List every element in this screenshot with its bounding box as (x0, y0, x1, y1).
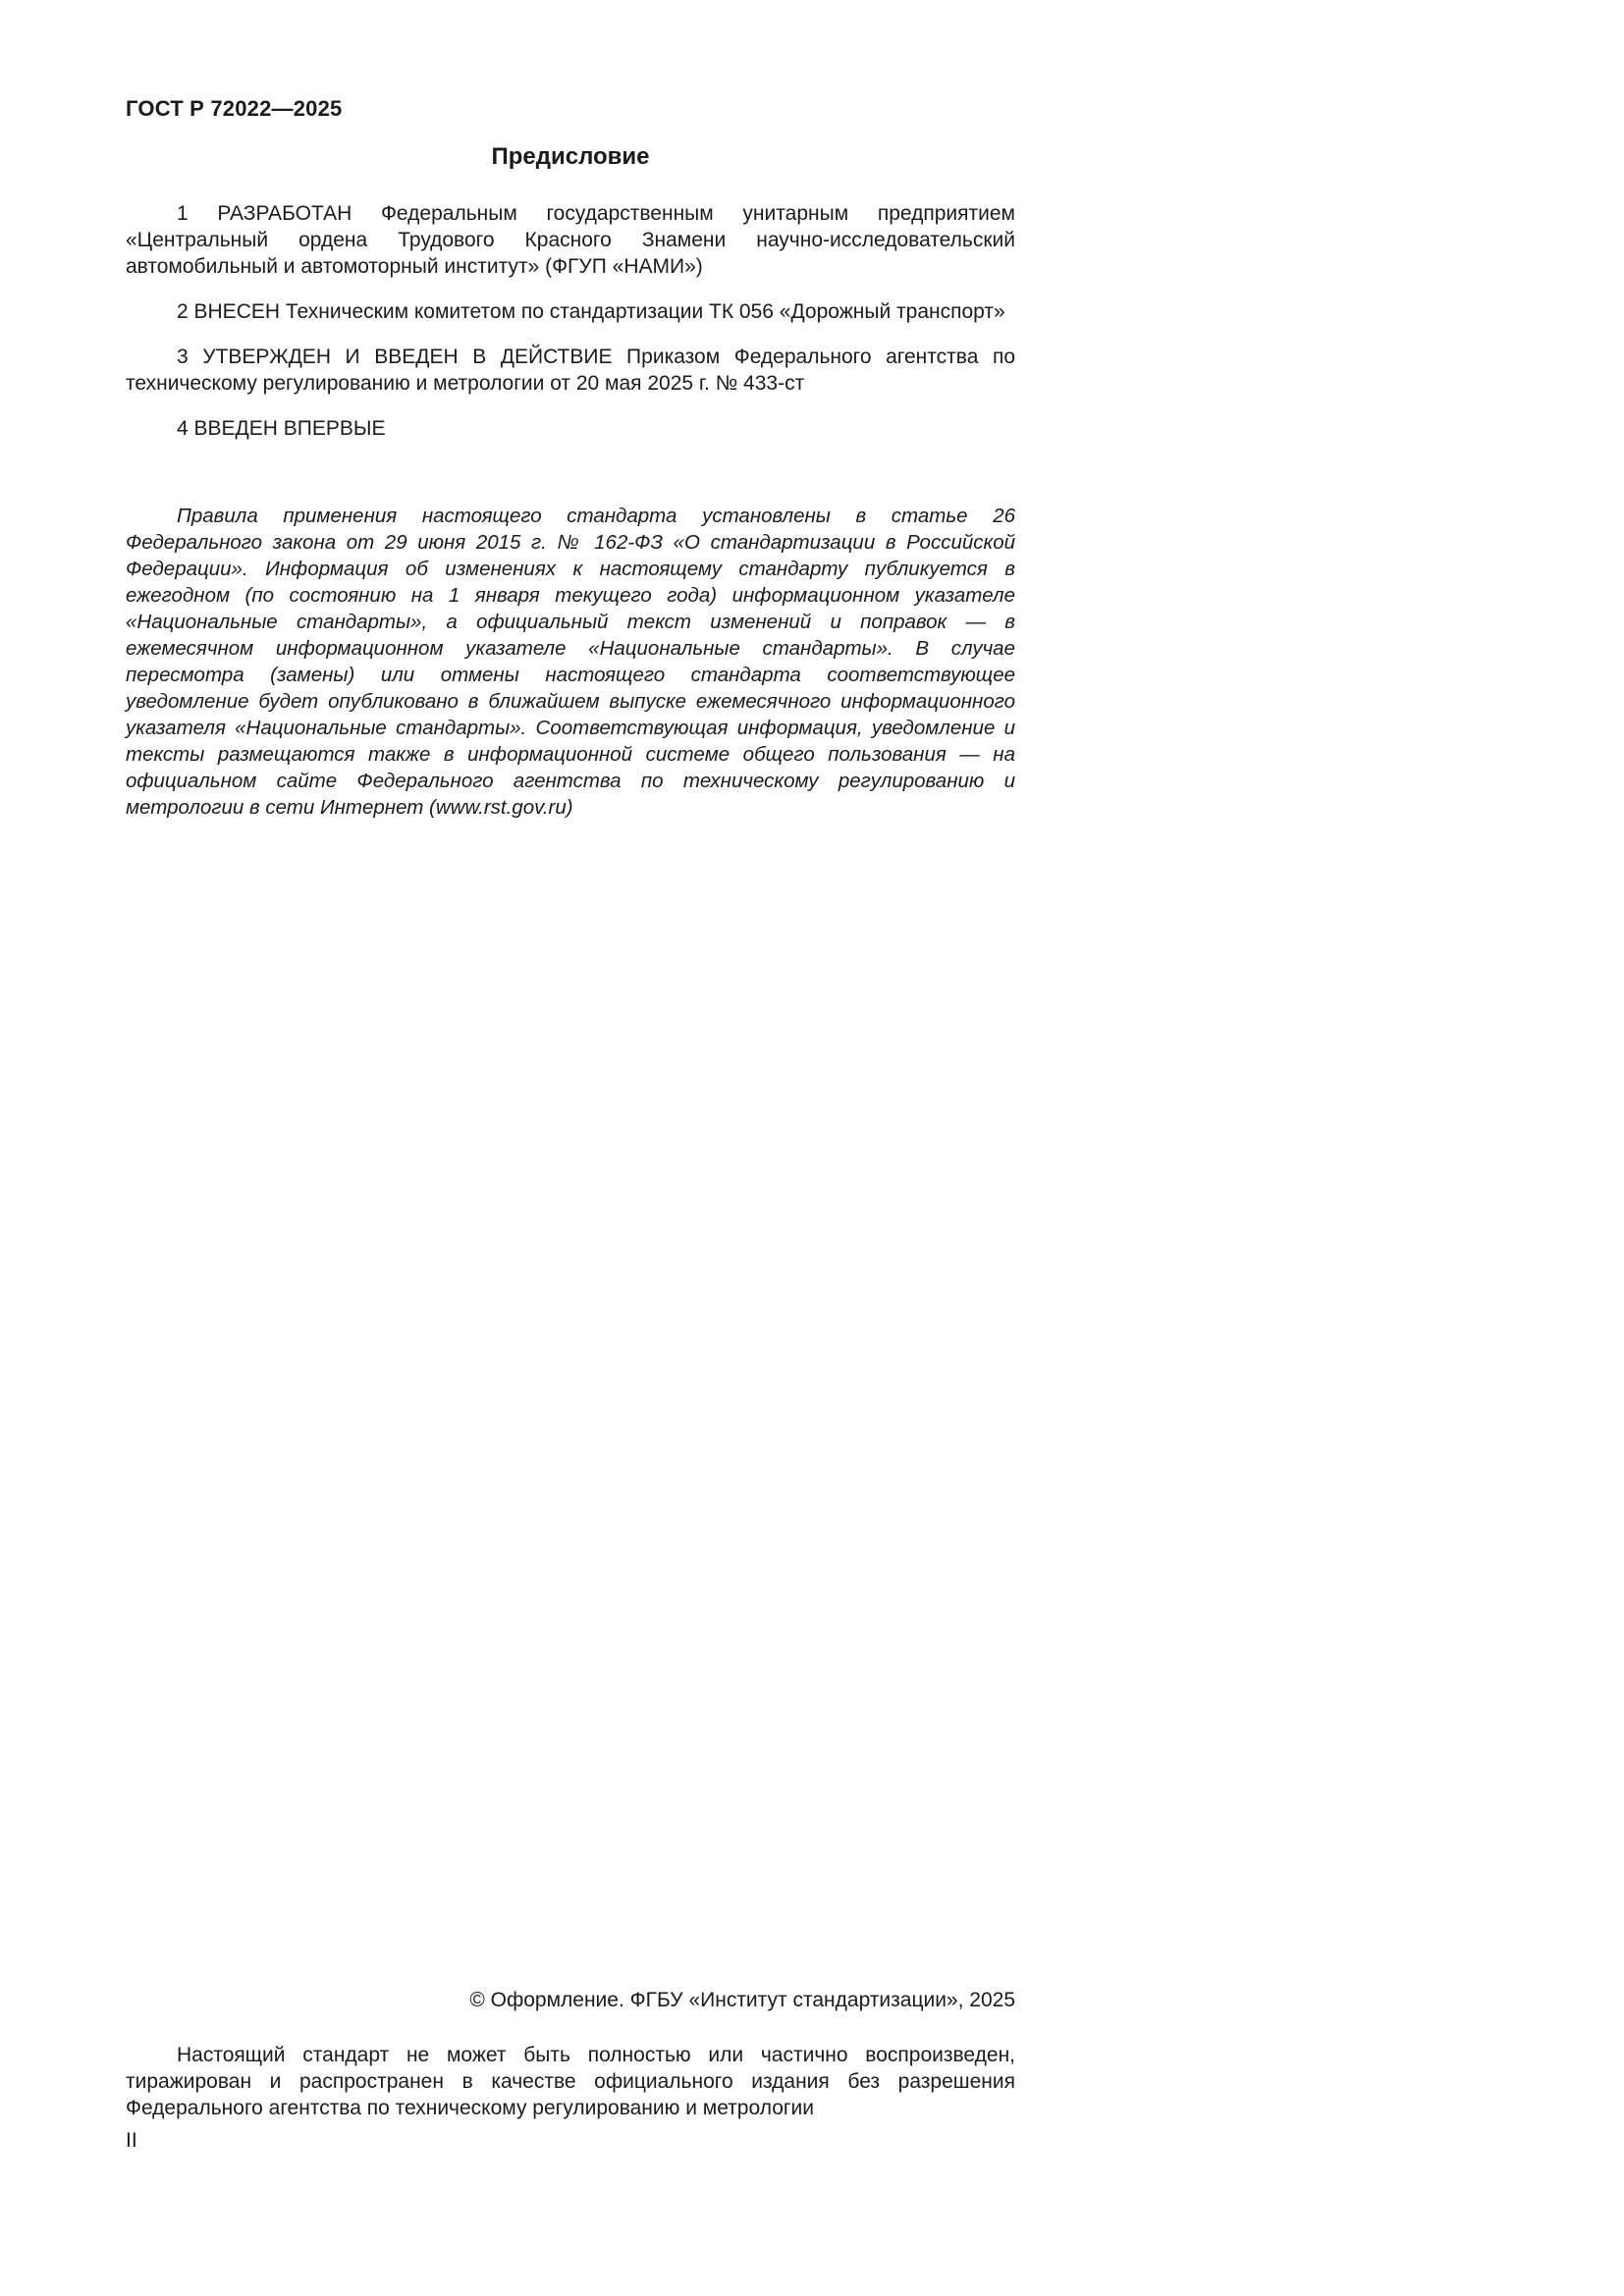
copyright-line: © Оформление. ФГБУ «Институт стандартизации», 2025 (469, 1989, 1015, 2011)
page-footer (126, 1989, 1015, 2153)
provision-paragraph-4: 4 ВВЕДЕН ВПЕРВЫЕ (177, 417, 386, 440)
provision-paragraph-3: 3 УТВЕРЖДЕН И ВВЕДЕН В ДЕЙСТВИЕ Приказом Федерального агентства по техническому регулированию и метрологии от 20 мая 2025 г. № 433-ст (126, 346, 1015, 395)
page-title: Предисловие (491, 143, 650, 170)
application-rules-note: Правила применения настоящего стандарта установлены в статье 26 Федерального закона от 29 июня 2015 г. № 162-ФЗ «О стандартизации в Российской Федерации». Информация об изменениях к настоящему стандарту публикуется в ежегодном (по состоянию на 1 января текущего года) информационном указателе «Национальные стандарты», а официальный текст изменений и поправок — в ежемесячном информационном указателе «Национальные стандарты». В случае пересмотра (замены) или отмены настоящего стандарта соответствующее уведомление будет опубликовано в ближайшем выпуске ежемесячного информационного указателя «Национальные стандарты». Соответствующая информация, уведомление и тексты размещаются также в информационной системе общего пользования — на официальном сайте Федерального агентства по техническому регулированию и метрологии в сети Интернет (www.rst.gov.ru) (126, 505, 1015, 819)
provision-paragraph-1: 1 РАЗРАБОТАН Федеральным государственным унитарным предприятием «Центральный ордена Трудового Красного Знамени научно-исследовательский автомобильный и автомоторный институт» (ФГУП «НАМИ») (126, 202, 1015, 278)
reproduction-disclaimer: Настоящий стандарт не может быть полностью или частично воспроизведен, тиражирован и распространен в качестве официального издания без разрешения Федерального агентства по техническому регулированию и метрологии (126, 2044, 1015, 2119)
page-number: II (126, 2129, 137, 2152)
content-column (126, 143, 1015, 821)
provision-paragraph-2: 2 ВНЕСЕН Техническим комитетом по стандартизации ТК 056 «Дорожный транспорт» (177, 300, 1005, 323)
standard-designation: ГОСТ Р 72022—2025 (126, 96, 343, 121)
